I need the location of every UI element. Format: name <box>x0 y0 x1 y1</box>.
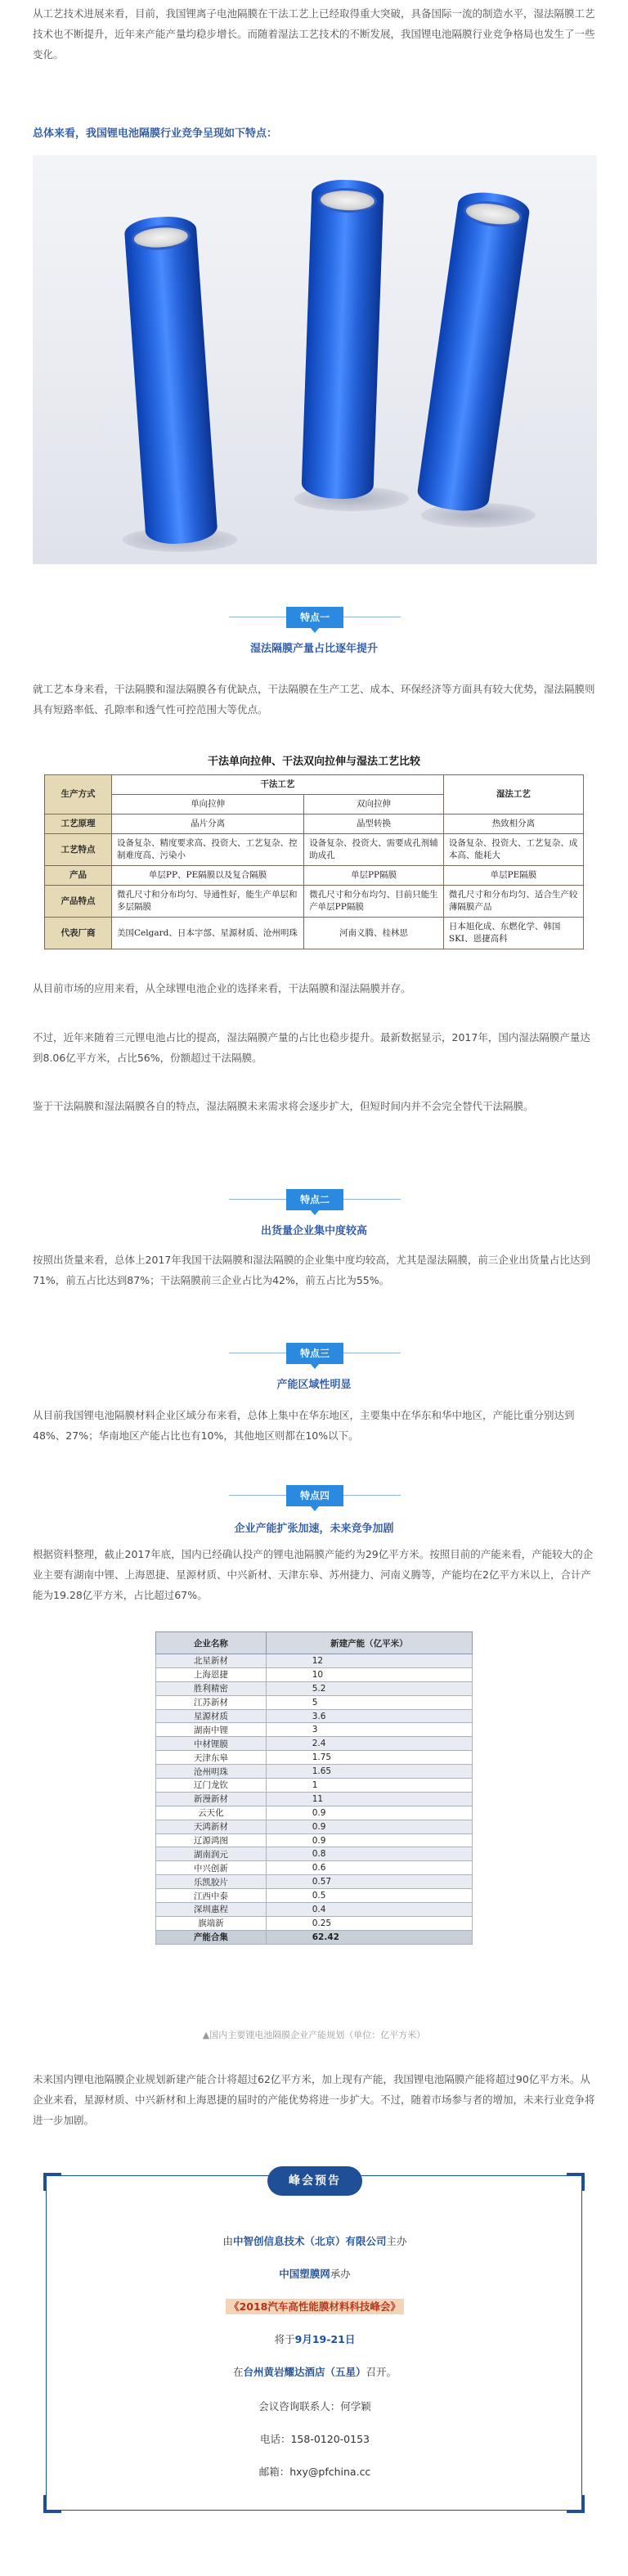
company-name: 新漫新材 <box>156 1792 267 1806</box>
table-cell: 微孔尺寸和分布均匀、导通性好，能生产单层和多层隔膜 <box>112 886 304 918</box>
feature-title: 产能区域性明显 <box>276 1379 352 1391</box>
table-row <box>156 1903 473 1917</box>
table-cell: 日本旭化成、东燃化学、韩国SKI、恩捷高科 <box>443 918 583 949</box>
table-row <box>156 1695 473 1709</box>
company-name: 胜利精密 <box>156 1681 267 1695</box>
company-name: 中兴创新 <box>156 1861 267 1875</box>
table-row <box>156 1723 473 1737</box>
company-name: 江西中泰 <box>156 1889 267 1903</box>
organizer-line: 由中智创信息技术（北京）有限公司主办 <box>222 2235 407 2247</box>
company-name: 上海恩捷 <box>156 1667 267 1681</box>
mono-header: 单向拉伸 <box>112 795 304 815</box>
feature-title: 湿法隔膜产量占比逐年提升 <box>249 643 378 655</box>
share-paragraph: 不过，近年来随着三元锂电池占比的提高，湿法隔膜产量的占比也稳步提升。最新数据显示，2017年，国内湿法隔膜产量达到8.06亿平方米，占比56%，份额超过干法隔膜。 <box>33 1031 590 1064</box>
contact-person: 会议咨询联系人：何学颖 <box>258 2400 371 2412</box>
table-cell: 单层PP、PE隔膜以及复合隔膜 <box>112 866 304 886</box>
table-row <box>156 1847 473 1861</box>
total-value: 62.42 <box>266 1930 472 1944</box>
intro-paragraph: 从工艺技术进展来看，目前，我国锂离子电池隔膜在干法工艺上已经取得重大突破，具备国际一流的制造水平，湿法隔膜工艺技术也不断提升，近年来产能产量均稳步增长。而随着湿法工艺技术的不断发展，我国锂电池隔膜行业竞争格局也发生了一些变化。 <box>33 7 595 61</box>
market-paragraph: 从目前市场的应用来看，从全球锂电池企业的选择来看，干法隔膜和湿法隔膜并存。 <box>33 982 411 994</box>
feature-paragraph: 根据资料整理，截止2017年底，国内已经确认投产的锂电池隔膜产能约为29亿平方米。按照目前的产能来看，产能较大的企业主要有湖南中锂、上海恩捷、星源材质、中兴新材、天津东皋、苏州捷力、河南义腾等，产能均在2亿平方米以上，合计产能为19.28亿平方米，占比超过67%。 <box>33 1548 594 1601</box>
table-header: 新建产能（亿平米） <box>266 1632 472 1654</box>
capacity-value: 0.57 <box>266 1875 472 1889</box>
capacity-value: 0.9 <box>266 1806 472 1820</box>
table-row <box>156 1889 473 1903</box>
capacity-value: 1.65 <box>266 1765 472 1779</box>
capacity-value: 0.25 <box>266 1916 472 1930</box>
table-row <box>156 1792 473 1806</box>
capacity-value: 0.9 <box>266 1833 472 1847</box>
company-name: 湖南润元 <box>156 1847 267 1861</box>
summary-lead: 总体来看，我国锂电池隔膜行业竞争呈现如下特点： <box>33 128 278 140</box>
company-name: 旗端新 <box>156 1916 267 1930</box>
table-cell: 晶型转换 <box>304 815 444 834</box>
feature-two-banner <box>0 1186 628 1214</box>
contact-phone: 电话：158-0120-0153 <box>259 2433 370 2445</box>
table-row <box>156 1916 473 1930</box>
capacity-value: 12 <box>266 1654 472 1668</box>
table-row <box>156 1654 473 1668</box>
capacity-value: 1.75 <box>266 1751 472 1765</box>
feature-one-banner <box>0 604 628 631</box>
feature-badge: 特点四 <box>286 1485 343 1506</box>
closing-paragraph: 未来国内锂电池隔膜企业规划新建产能合计将超过62亿平方米，加上现有产能，我国锂电池隔膜产能将超过90亿平方米。从企业来看，星源材质、中兴新材和上海恩捷的届时的产能优势将进一步扩大。不过，随着市场参与者的增加，未来行业竞争将进一步加剧。 <box>33 2073 595 2126</box>
company-name: 天津东皋 <box>156 1751 267 1765</box>
feature-three-banner <box>0 1340 628 1367</box>
wet-header: 湿法工艺 <box>443 775 583 815</box>
table-cell: 单层PE隔膜 <box>443 866 583 886</box>
capacity-value: 0.4 <box>266 1903 472 1917</box>
battery-cell-icon <box>123 214 218 545</box>
feature-paragraph: 就工艺本身来看，干法隔膜和湿法隔膜各有优缺点，干法隔膜在生产工艺、成本、环保经济等方面具有较大优势，湿法隔膜则具有短路率低、孔隙率和透气性可控范围大等优点。 <box>33 683 595 716</box>
table-row <box>156 1681 473 1695</box>
comparison-title: 干法单向拉伸、干法双向拉伸与湿法工艺比较 <box>207 756 420 768</box>
capacity-value: 0.9 <box>266 1820 472 1833</box>
row-label: 工艺特点 <box>45 834 112 866</box>
capacity-value: 3 <box>266 1723 472 1737</box>
table-row <box>156 1737 473 1751</box>
company-name: 深圳惠程 <box>156 1903 267 1917</box>
table-cell: 单层PP隔膜 <box>304 866 444 886</box>
table-cell: 设备复杂、投资大、需要成孔剂辅助成孔 <box>304 834 444 866</box>
table-cell: 设备复杂、精度要求高、投资大、工艺复杂、控制难度高、污染小 <box>112 834 304 866</box>
feature-title: 出货量企业集中度较高 <box>260 1225 367 1237</box>
company-name: 乐凯胶片 <box>156 1875 267 1889</box>
table-cell: 美国Celgard、日本宇部、星源材质、沧州明珠 <box>112 918 304 949</box>
dry-header: 干法工艺 <box>112 775 444 795</box>
feature-badge: 特点二 <box>286 1189 343 1210</box>
table-cell: 微孔尺寸和分布均匀、目前只能生产单层PP隔膜 <box>304 886 444 918</box>
feature-badge: 特点一 <box>286 607 343 628</box>
table-cell: 河南义腾、桂林思 <box>304 918 444 949</box>
event-date: 将于9月19-21日 <box>274 2333 356 2345</box>
total-row <box>156 1930 473 1944</box>
company-name: 星源材质 <box>156 1709 267 1723</box>
feature-four-banner <box>0 1482 628 1510</box>
table-header: 企业名称 <box>156 1632 267 1654</box>
company-name: 辽源鸿图 <box>156 1833 267 1847</box>
capacity-value: 1 <box>266 1779 472 1793</box>
battery-cell-icon <box>415 189 531 514</box>
table-cell: 设备复杂、投资大、工艺复杂、成本高、能耗大 <box>443 834 583 866</box>
battery-photo <box>33 155 597 564</box>
conference-announcement <box>46 2175 582 2511</box>
feature-badge: 特点三 <box>286 1343 343 1364</box>
battery-cell-icon <box>301 179 384 500</box>
table-row <box>156 1806 473 1820</box>
table-row <box>156 1751 473 1765</box>
co-organizer-line: 中国塑膜网承办 <box>279 2268 351 2280</box>
table-row <box>156 1875 473 1889</box>
table-row <box>156 1779 473 1793</box>
table-row <box>156 1709 473 1723</box>
table-row <box>156 1833 473 1847</box>
capacity-value: 0.6 <box>266 1861 472 1875</box>
bi-header: 双向拉伸 <box>304 795 444 815</box>
company-name: 中材锂膜 <box>156 1737 267 1751</box>
capacity-value: 11 <box>266 1792 472 1806</box>
capacity-table <box>155 1631 473 1945</box>
capacity-value: 0.8 <box>266 1847 472 1861</box>
conference-badge: 峰会预告 <box>267 2166 362 2196</box>
company-name: 天鸿新材 <box>156 1820 267 1833</box>
capacity-value: 2.4 <box>266 1737 472 1751</box>
feature-paragraph: 从目前我国锂电池隔膜材料企业区域分布来看，总体上集中在华东地区，主要集中在华东和华中地区，产能比重分别达到48%、27%；华南地区产能占比也有10%，其他地区则都在10%以下。 <box>33 1409 575 1442</box>
table-cell: 热致相分离 <box>443 815 583 834</box>
capacity-value: 10 <box>266 1667 472 1681</box>
company-name: 湖南中锂 <box>156 1723 267 1737</box>
company-name: 云天化 <box>156 1806 267 1820</box>
table-caption: ▲国内主要锂电池隔膜企业产能规划（单位：亿平方米） <box>202 2030 426 2040</box>
table-row <box>156 1667 473 1681</box>
capacity-value: 3.6 <box>266 1709 472 1723</box>
capacity-value: 5.2 <box>266 1681 472 1695</box>
company-name: 沧州明珠 <box>156 1765 267 1779</box>
company-name: 辽门龙钦 <box>156 1779 267 1793</box>
event-name: 《2018汽车高性能膜材料科技峰会》 <box>47 2299 583 2313</box>
row-label: 代表厂商 <box>45 918 112 949</box>
row-label: 工艺原理 <box>45 815 112 834</box>
table-row <box>156 1861 473 1875</box>
company-name: 江苏新材 <box>156 1695 267 1709</box>
capacity-value: 0.5 <box>266 1889 472 1903</box>
capacity-value: 5 <box>266 1695 472 1709</box>
table-cell: 晶片分离 <box>112 815 304 834</box>
feature-paragraph: 按照出货量来看，总体上2017年我国干法隔膜和湿法隔膜的企业集中度均较高，尤其是湿法隔膜，前三企业出货量占比达到71%，前五占比达到87%；干法隔膜前三企业占比为42%，前五占比为55%。 <box>33 1254 590 1286</box>
company-name: 北星新材 <box>156 1654 267 1668</box>
event-venue: 在台州黄岩耀达酒店（五星）召开。 <box>232 2366 397 2378</box>
process-comparison-table <box>44 752 584 949</box>
table-row <box>156 1765 473 1779</box>
table-row <box>156 1820 473 1833</box>
contact-email[interactable]: 邮箱：hxy@pfchina.cc <box>258 2466 371 2478</box>
row-label: 产品特点 <box>45 886 112 918</box>
feature-title: 企业产能扩张加速，未来竞争加剧 <box>234 1523 394 1535</box>
row-label: 生产方式 <box>45 775 112 815</box>
outlook-paragraph: 鉴于干法隔膜和湿法隔膜各自的特点，湿法隔膜未来需求将会逐步扩大，但短时间内并不会完全替代干法隔膜。 <box>33 1100 534 1112</box>
table-cell: 微孔尺寸和分布均匀、适合生产较薄隔膜产品 <box>443 886 583 918</box>
total-label: 产能合集 <box>156 1930 267 1944</box>
row-label: 产品 <box>45 866 112 886</box>
